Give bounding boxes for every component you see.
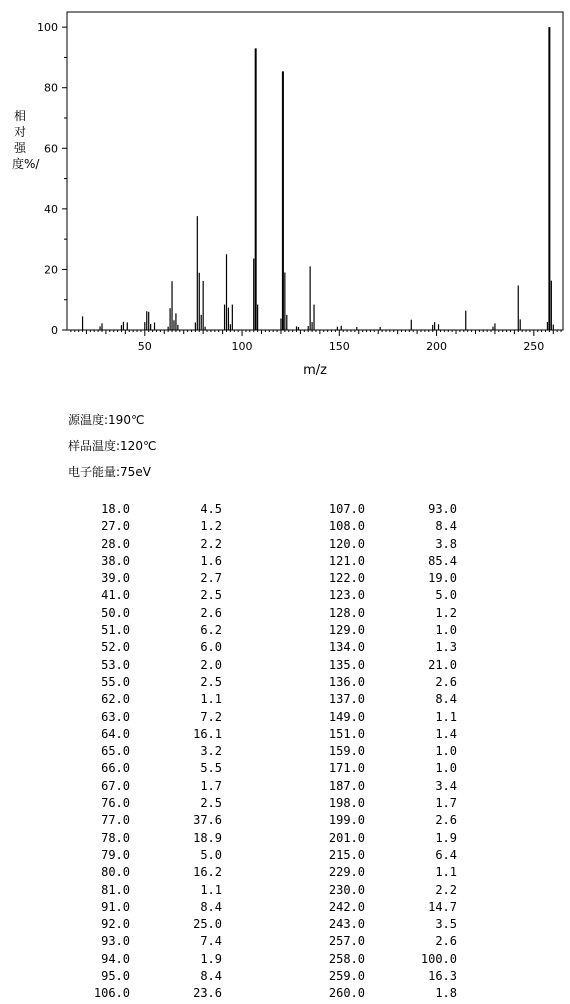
intensity-value: 2.5 [200,588,222,603]
mz-value: 76.0 [101,796,130,811]
mz-value: 78.0 [101,830,130,845]
intensity-value: 16.1 [193,726,222,741]
table-row [80,727,240,744]
mz-value: 137.0 [328,692,365,707]
table-row [315,710,475,727]
mz-value: 39.0 [101,571,130,586]
table-row [315,934,475,951]
intensity-value: 3.5 [435,917,457,932]
x-tick-label: 250 [523,340,545,353]
table-row [80,606,240,623]
mz-value: 171.0 [328,761,365,776]
table-row [80,779,240,796]
mz-value: 18.0 [101,502,130,516]
intensity-value: 2.2 [200,536,222,551]
mz-value: 258.0 [328,951,365,966]
table-row [315,658,475,675]
mz-value: 91.0 [101,899,130,914]
table-row [80,796,240,813]
mz-value: 81.0 [101,882,130,897]
y-tick-label: 100 [37,21,58,35]
mz-value: 65.0 [101,744,130,759]
intensity-value: 5.0 [200,847,222,862]
intensity-value: 7.2 [200,709,222,724]
mz-value: 187.0 [328,778,365,793]
mz-value: 149.0 [328,709,365,724]
x-tick-label: 50 [137,340,152,353]
table-row [80,917,240,934]
table-row [80,952,240,969]
mz-value: 52.0 [101,640,130,655]
table-row [80,640,240,657]
intensity-value: 2.0 [200,657,222,672]
mz-value: 92.0 [101,917,130,932]
table-row [315,502,475,519]
table-row [80,658,240,675]
intensity-value: 1.0 [435,744,457,759]
intensity-value: 1.9 [435,830,457,845]
peak-table-left [80,502,240,1004]
mz-value: 230.0 [328,882,365,897]
mz-value: 120.0 [328,536,365,551]
table-row [315,727,475,744]
table-row [315,969,475,986]
mz-value: 136.0 [328,674,365,689]
intensity-value: 2.7 [200,571,222,586]
intensity-value: 1.1 [435,865,457,880]
intensity-value: 2.6 [200,605,222,620]
table-row [315,692,475,709]
table-row [80,554,240,571]
intensity-value: 1.4 [435,726,457,741]
table-row [315,761,475,778]
table-row [315,744,475,761]
intensity-value: 1.2 [435,605,457,620]
table-row [315,952,475,969]
intensity-value: 1.0 [435,623,457,638]
table-row [315,813,475,830]
intensity-value: 6.4 [435,847,457,862]
table-row [80,883,240,900]
intensity-value: 1.1 [200,692,222,707]
intensity-value: 1.2 [200,519,222,534]
mz-value: 259.0 [328,969,365,984]
mz-value: 50.0 [101,605,130,620]
table-row [315,900,475,917]
table-row [80,571,240,588]
table-row [80,675,240,692]
mz-value: 215.0 [328,847,365,862]
table-row [80,502,240,519]
table-row [315,986,475,1003]
mz-value: 53.0 [101,657,130,672]
table-row [315,588,475,605]
intensity-value: 37.6 [193,813,222,828]
table-row [80,986,240,1003]
mz-value: 93.0 [101,934,130,949]
table-row [315,865,475,882]
intensity-value: 2.5 [200,796,222,811]
mz-value: 67.0 [101,778,130,793]
plot-frame [67,12,563,330]
mz-value: 55.0 [101,674,130,689]
intensity-value: 8.4 [200,899,222,914]
table-row [80,710,240,727]
table-row [315,917,475,934]
mz-value: 107.0 [328,502,365,516]
table-row [315,537,475,554]
intensity-value: 1.1 [200,882,222,897]
intensity-value: 1.7 [435,796,457,811]
mz-value: 135.0 [328,657,365,672]
table-row [80,969,240,986]
intensity-value: 1.6 [200,553,222,568]
intensity-value: 18.9 [193,830,222,845]
table-row [315,883,475,900]
intensity-value: 21.0 [428,657,457,672]
mz-value: 64.0 [101,726,130,741]
mz-value: 63.0 [101,709,130,724]
mz-value: 243.0 [328,917,365,932]
table-row [80,692,240,709]
x-tick-label: 150 [328,340,350,353]
mz-value: 151.0 [328,726,365,741]
source-temperature: 源温度:190℃ [68,413,145,427]
table-row [315,779,475,796]
mz-value: 77.0 [101,813,130,828]
mz-value: 134.0 [328,640,365,655]
intensity-value: 19.0 [428,571,457,586]
intensity-value: 8.4 [435,692,457,707]
intensity-value: 85.4 [428,553,457,568]
intensity-value: 1.9 [200,951,222,966]
table-row [315,554,475,571]
intensity-value: 93.0 [428,502,457,516]
mz-value: 108.0 [328,519,365,534]
mz-value: 123.0 [328,588,365,603]
table-row [80,537,240,554]
intensity-value: 3.2 [200,744,222,759]
table-row [80,900,240,917]
intensity-value: 6.0 [200,640,222,655]
mz-value: 51.0 [101,623,130,638]
mz-value: 260.0 [328,986,365,1001]
intensity-value: 2.6 [435,934,457,949]
mz-value: 159.0 [328,744,365,759]
table-row [315,606,475,623]
intensity-value: 2.6 [435,813,457,828]
intensity-value: 1.1 [435,709,457,724]
y-tick-label: 80 [44,81,58,95]
table-row [80,848,240,865]
intensity-value: 1.0 [435,761,457,776]
mz-value: 229.0 [328,865,365,880]
x-tick-label: 100 [231,340,253,353]
table-row [315,519,475,536]
mz-value: 122.0 [328,571,365,586]
table-row [315,623,475,640]
y-tick-label: 60 [44,142,58,156]
table-row [80,744,240,761]
electron-energy: 电子能量:75eV [68,465,151,479]
intensity-value: 14.7 [428,899,457,914]
peak-table-right [315,502,475,1004]
y-axis-label: 相对强度%/ [12,109,40,171]
intensity-value: 1.7 [200,778,222,793]
mz-value: 242.0 [328,899,365,914]
intensity-value: 3.8 [435,536,457,551]
y-tick-label: 0 [51,324,58,337]
mz-value: 128.0 [328,605,365,620]
table-row [80,519,240,536]
sample-temperature: 样品温度:120℃ [68,439,157,453]
mz-value: 41.0 [101,588,130,603]
table-row [80,934,240,951]
mz-value: 201.0 [328,830,365,845]
mz-value: 94.0 [101,951,130,966]
y-tick-label: 20 [44,263,58,277]
mz-value: 106.0 [93,986,130,1001]
table-row [80,865,240,882]
intensity-value: 8.4 [435,519,457,534]
table-row [80,761,240,778]
table-row [80,623,240,640]
y-tick-label: 40 [44,202,58,216]
intensity-value: 3.4 [435,778,457,793]
intensity-value: 8.4 [200,969,222,984]
table-row [80,588,240,605]
chart-svg [0,0,570,390]
mz-value: 66.0 [101,761,130,776]
mz-value: 95.0 [101,969,130,984]
table-row [315,848,475,865]
table-row [315,640,475,657]
intensity-value: 16.2 [193,865,222,880]
mz-value: 257.0 [328,934,365,949]
table-row [80,831,240,848]
mz-value: 28.0 [101,536,130,551]
mz-value: 27.0 [101,519,130,534]
mz-value: 129.0 [328,623,365,638]
mz-value: 198.0 [328,796,365,811]
mz-value: 79.0 [101,847,130,862]
intensity-value: 23.6 [193,986,222,1001]
table-row [315,796,475,813]
intensity-value: 4.5 [200,502,222,516]
intensity-value: 1.3 [435,640,457,655]
x-tick-label: 200 [426,340,448,353]
x-axis-label: m/z [303,363,327,378]
intensity-value: 5.0 [435,588,457,603]
mz-value: 199.0 [328,813,365,828]
mz-value: 38.0 [101,553,130,568]
intensity-value: 2.6 [435,674,457,689]
table-row [80,813,240,830]
intensity-value: 2.2 [435,882,457,897]
intensity-value: 100.0 [420,951,457,966]
intensity-value: 2.5 [200,674,222,689]
table-row [315,831,475,848]
intensity-value: 5.5 [200,761,222,776]
intensity-value: 16.3 [428,969,457,984]
mz-value: 121.0 [328,553,365,568]
table-row [315,571,475,588]
table-row [315,675,475,692]
mass-spectrum-chart [0,0,570,390]
intensity-value: 1.8 [435,986,457,1001]
mz-value: 62.0 [101,692,130,707]
intensity-value: 7.4 [200,934,222,949]
intensity-value: 25.0 [193,917,222,932]
intensity-value: 6.2 [200,623,222,638]
mz-value: 80.0 [101,865,130,880]
